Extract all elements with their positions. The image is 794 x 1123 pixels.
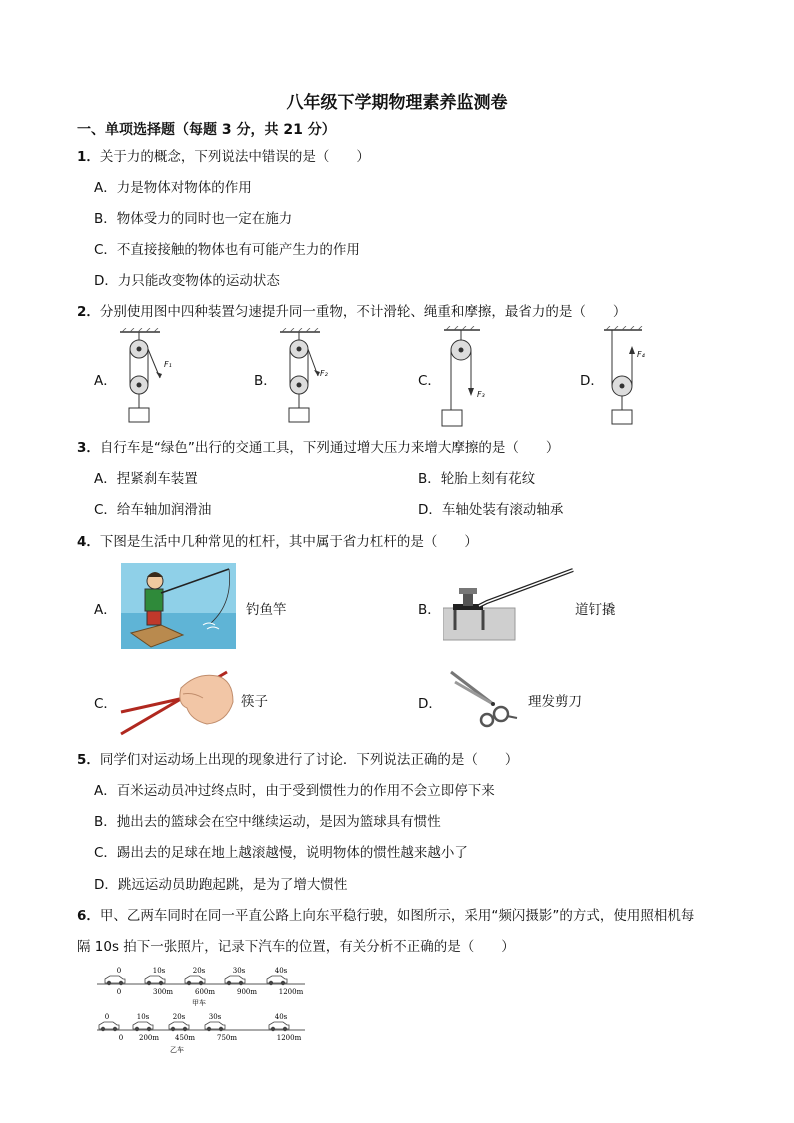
rail-spike-lever-illustration <box>443 568 575 642</box>
question-number: 5． <box>77 752 100 768</box>
time-label: 10s <box>136 1013 150 1021</box>
chopsticks-illustration <box>117 664 239 740</box>
option-d[interactable]: D． <box>418 696 442 712</box>
fishing-rod-illustration <box>121 563 236 649</box>
question-number: 4． <box>77 534 100 550</box>
car-wheel <box>147 1027 151 1031</box>
section-heading: 一、单项选择题（每题 3 分，共 21 分） <box>77 122 336 138</box>
option-a[interactable]: A． <box>94 373 117 389</box>
question-stem: 下图是生活中几种常见的杠杆，其中属于省力杠杆的是（ ） <box>99 534 478 550</box>
question-number: 2． <box>77 304 100 320</box>
image-caption: 钓鱼竿 <box>246 602 287 618</box>
car-label: 乙车 <box>170 1046 184 1054</box>
car-wheel <box>101 1027 105 1031</box>
option-b[interactable]: B． <box>418 602 441 618</box>
option-b[interactable]: B．轮胎上刻有花纹 <box>418 471 536 487</box>
force-label: F₁ <box>164 360 172 369</box>
option-a[interactable]: A．捏紧刹车装置 <box>94 471 198 487</box>
car-wheel <box>119 981 123 985</box>
question-1 <box>77 145 370 165</box>
force-label: F₃ <box>477 390 485 399</box>
distance-label: 900m <box>237 988 257 996</box>
car-wheel <box>187 981 191 985</box>
car-b-strobe-diagram <box>93 1010 309 1058</box>
car-wheel <box>199 981 203 985</box>
time-label: 0 <box>104 1013 110 1021</box>
option-a[interactable]: A．力是物体对物体的作用 <box>94 180 252 196</box>
question-number: 1． <box>77 149 100 165</box>
distance-label: 1200m <box>276 1034 302 1042</box>
question-stem: 分别使用图中四种装置匀速提升同一重物，不计滑轮、绳重和摩擦，最省力的是（ ） <box>99 304 627 320</box>
option-c[interactable]: C．给车轴加润滑油 <box>94 502 212 518</box>
car-wheel <box>159 981 163 985</box>
car-wheel <box>147 981 151 985</box>
car-wheel <box>227 981 231 985</box>
car-a-strobe-diagram <box>93 964 309 1010</box>
option-d[interactable]: D． <box>580 373 604 389</box>
question-stem: 自行车是“绿色”出行的交通工具，下列通过增大压力来增大摩擦的是（ ） <box>99 440 560 456</box>
pulley-figure-d <box>600 326 650 430</box>
time-label: 30s <box>232 967 246 975</box>
page-title: 八年级下学期物理素养监测卷 <box>286 93 508 113</box>
car-wheel <box>107 981 111 985</box>
option-c[interactable]: C．踢出去的足球在地上越滚越慢，说明物体的惯性越来越小了 <box>94 845 468 861</box>
distance-label: 0 <box>116 988 122 996</box>
force-label: F₄ <box>637 350 645 359</box>
pulley-figure-b <box>272 328 342 428</box>
question-number: 3． <box>77 440 100 456</box>
time-label: 10s <box>152 967 166 975</box>
distance-label: 600m <box>195 988 215 996</box>
image-caption: 道钉撬 <box>575 602 616 618</box>
option-c[interactable]: C． <box>94 696 117 712</box>
car-wheel <box>281 981 285 985</box>
time-label: 20s <box>192 967 206 975</box>
car-wheel <box>135 1027 139 1031</box>
car-wheel <box>113 1027 117 1031</box>
question-2 <box>77 300 626 320</box>
car-wheel <box>219 1027 223 1031</box>
question-stem: 同学们对运动场上出现的现象进行了讨论．下列说法正确的是（ ） <box>99 752 519 768</box>
pulley-figure-c <box>436 326 496 430</box>
car-label: 甲车 <box>192 999 206 1007</box>
question-stem-continued: 隔 10s 拍下一张照片，记录下汽车的位置，有关分析不正确的是（ ） <box>77 939 515 955</box>
scissors-illustration <box>447 668 519 728</box>
car-wheel <box>183 1027 187 1031</box>
option-b[interactable]: B．物体受力的同时也一定在施力 <box>94 211 293 227</box>
option-a[interactable]: A．百米运动员冲过终点时，由于受到惯性力的作用不会立即停下来 <box>94 783 495 799</box>
option-d[interactable]: D．力只能改变物体的运动状态 <box>94 273 280 289</box>
time-label: 20s <box>172 1013 186 1021</box>
option-b[interactable]: B．抛出去的篮球会在空中继续运动，是因为篮球具有惯性 <box>94 814 441 830</box>
option-c[interactable]: C．不直接接触的物体也有可能产生力的作用 <box>94 242 360 258</box>
distance-label: 1200m <box>278 988 304 996</box>
distance-label: 300m <box>153 988 173 996</box>
image-caption: 理发剪刀 <box>528 694 582 710</box>
option-a[interactable]: A． <box>94 602 117 618</box>
question-number: 6． <box>77 908 100 924</box>
car-wheel <box>171 1027 175 1031</box>
time-label: 30s <box>208 1013 222 1021</box>
car-wheel <box>269 981 273 985</box>
distance-label: 750m <box>217 1034 237 1042</box>
distance-label: 450m <box>175 1034 195 1042</box>
question-3 <box>77 436 559 456</box>
option-d[interactable]: D．跳远运动员助跑起跳，是为了增大惯性 <box>94 877 348 893</box>
time-label: 40s <box>274 967 288 975</box>
question-4 <box>77 530 478 550</box>
option-d[interactable]: D．车轴处装有滚动轴承 <box>418 502 564 518</box>
question-stem: 甲、乙两车同时在同一平直公路上向东平稳行驶，如图所示，采用“频闪摄影”的方式，使用照相机每 <box>99 908 695 924</box>
force-label: F₂ <box>320 369 328 378</box>
image-caption: 筷子 <box>241 694 268 710</box>
question-5 <box>77 748 518 768</box>
distance-label: 200m <box>139 1034 159 1042</box>
car-wheel <box>207 1027 211 1031</box>
distance-label: 0 <box>118 1034 124 1042</box>
car-wheel <box>271 1027 275 1031</box>
pulley-figure-a <box>112 328 182 428</box>
car-wheel <box>283 1027 287 1031</box>
option-b[interactable]: B． <box>254 373 277 389</box>
time-label: 0 <box>116 967 122 975</box>
question-6 <box>77 904 694 924</box>
option-c[interactable]: C． <box>418 373 441 389</box>
time-label: 40s <box>274 1013 288 1021</box>
car-wheel <box>239 981 243 985</box>
question-stem: 关于力的概念，下列说法中错误的是（ ） <box>99 149 370 165</box>
